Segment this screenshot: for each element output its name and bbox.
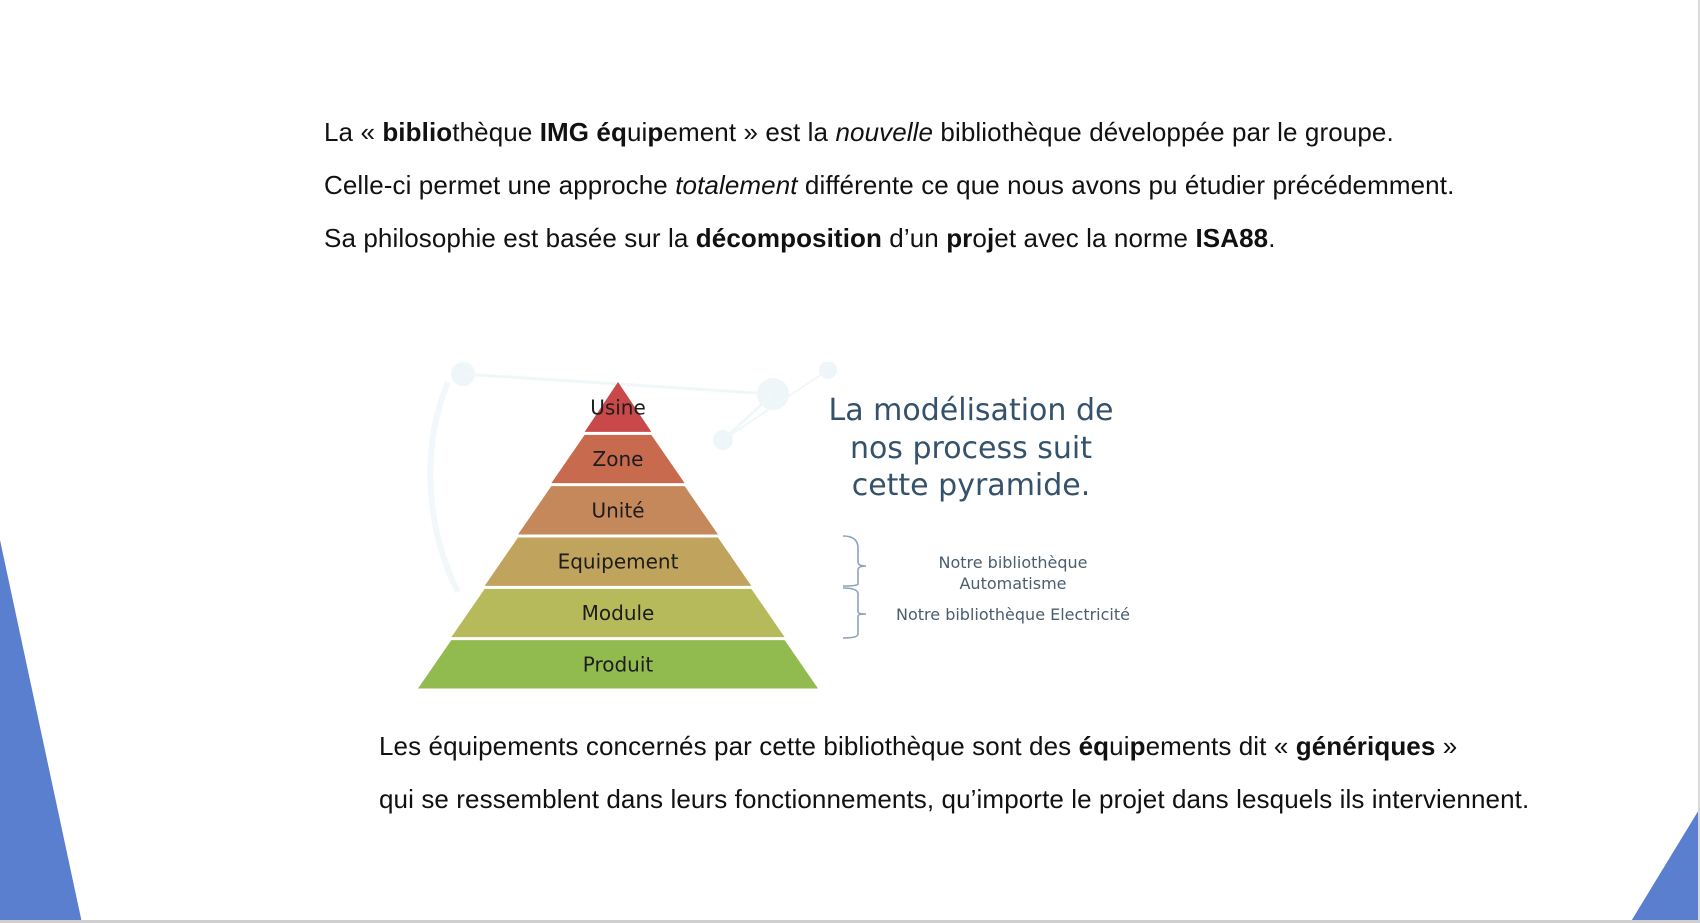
pyramid-tier-label: Unité <box>591 498 645 523</box>
bold-text: IMG éq <box>539 117 627 147</box>
text: ui <box>1109 731 1130 761</box>
text: Les équipements concernés par cette bibliothèque sont des <box>379 731 1079 761</box>
pyramid-title-line-2: nos process suit <box>849 431 1093 466</box>
text: ement » est la <box>663 117 836 147</box>
library-bracket-icon <box>843 536 866 638</box>
pyramid-tiers <box>418 382 818 689</box>
text: ements dit « <box>1145 731 1296 761</box>
bold-text: pr <box>946 223 973 253</box>
note-electricite: Notre bibliothèque Electricité <box>896 605 1130 624</box>
pyramid-title <box>829 393 1114 503</box>
pyramid-title-line-1: La modélisation de <box>828 393 1114 428</box>
text: La « <box>324 117 383 147</box>
decor-left-triangle <box>0 540 90 923</box>
bold-text: biblio <box>382 117 453 147</box>
bold-text: p <box>647 117 664 147</box>
bold-text: éq <box>1078 731 1110 761</box>
outro-line-2 <box>379 773 1529 826</box>
intro-paragraph <box>324 106 1454 265</box>
bold-text: ISA88 <box>1195 223 1269 253</box>
note-automatisme-line-2: Automatisme <box>959 574 1067 593</box>
italic-text: nouvelle <box>835 117 934 147</box>
intro-line-2 <box>324 159 1454 212</box>
pyramid-tier-label: Module <box>581 601 655 625</box>
text: d’un <box>881 223 947 253</box>
bold-text: p <box>1129 731 1146 761</box>
pyramid-tier-label: Zone <box>592 447 644 471</box>
text: bibliothèque développée par le groupe. <box>933 117 1394 147</box>
text: thèque <box>452 117 540 147</box>
outro-line-1 <box>379 720 1529 773</box>
pyramid-title-line-3: cette pyramide. <box>851 468 1091 503</box>
text: Sa philosophie est basée sur la <box>324 223 696 253</box>
pyramid-tier-label: Usine <box>590 395 646 420</box>
decor-right-triangle <box>1630 808 1700 923</box>
text: différente ce que nous avons pu étudier précédemment. <box>797 170 1455 200</box>
outro-paragraph <box>379 720 1529 826</box>
pyramid-graphic <box>418 362 1148 692</box>
bold-text: j <box>986 223 995 253</box>
text: » <box>1435 731 1458 761</box>
pyramid-tier-label: Produit <box>582 652 654 677</box>
isa88-pyramid-figure <box>418 362 1148 692</box>
bold-text: décomposition <box>695 223 882 253</box>
intro-line-1 <box>324 106 1454 159</box>
intro-line-3 <box>324 212 1454 265</box>
text: Celle-ci permet une approche <box>324 170 676 200</box>
note-automatisme-line-1: Notre bibliothèque <box>938 553 1088 572</box>
text: . <box>1268 223 1276 253</box>
text: o <box>972 223 987 253</box>
pyramid-tier-label: Equipement <box>557 549 679 574</box>
text: qui se ressemblent dans leurs fonctionnements, qu’importe le projet dans lesquels ils interviennent. <box>379 784 1530 814</box>
text: ui <box>626 117 648 147</box>
text: et avec la norme <box>994 223 1196 253</box>
italic-text: totalement <box>675 170 798 200</box>
bold-text: génériques <box>1295 731 1436 761</box>
